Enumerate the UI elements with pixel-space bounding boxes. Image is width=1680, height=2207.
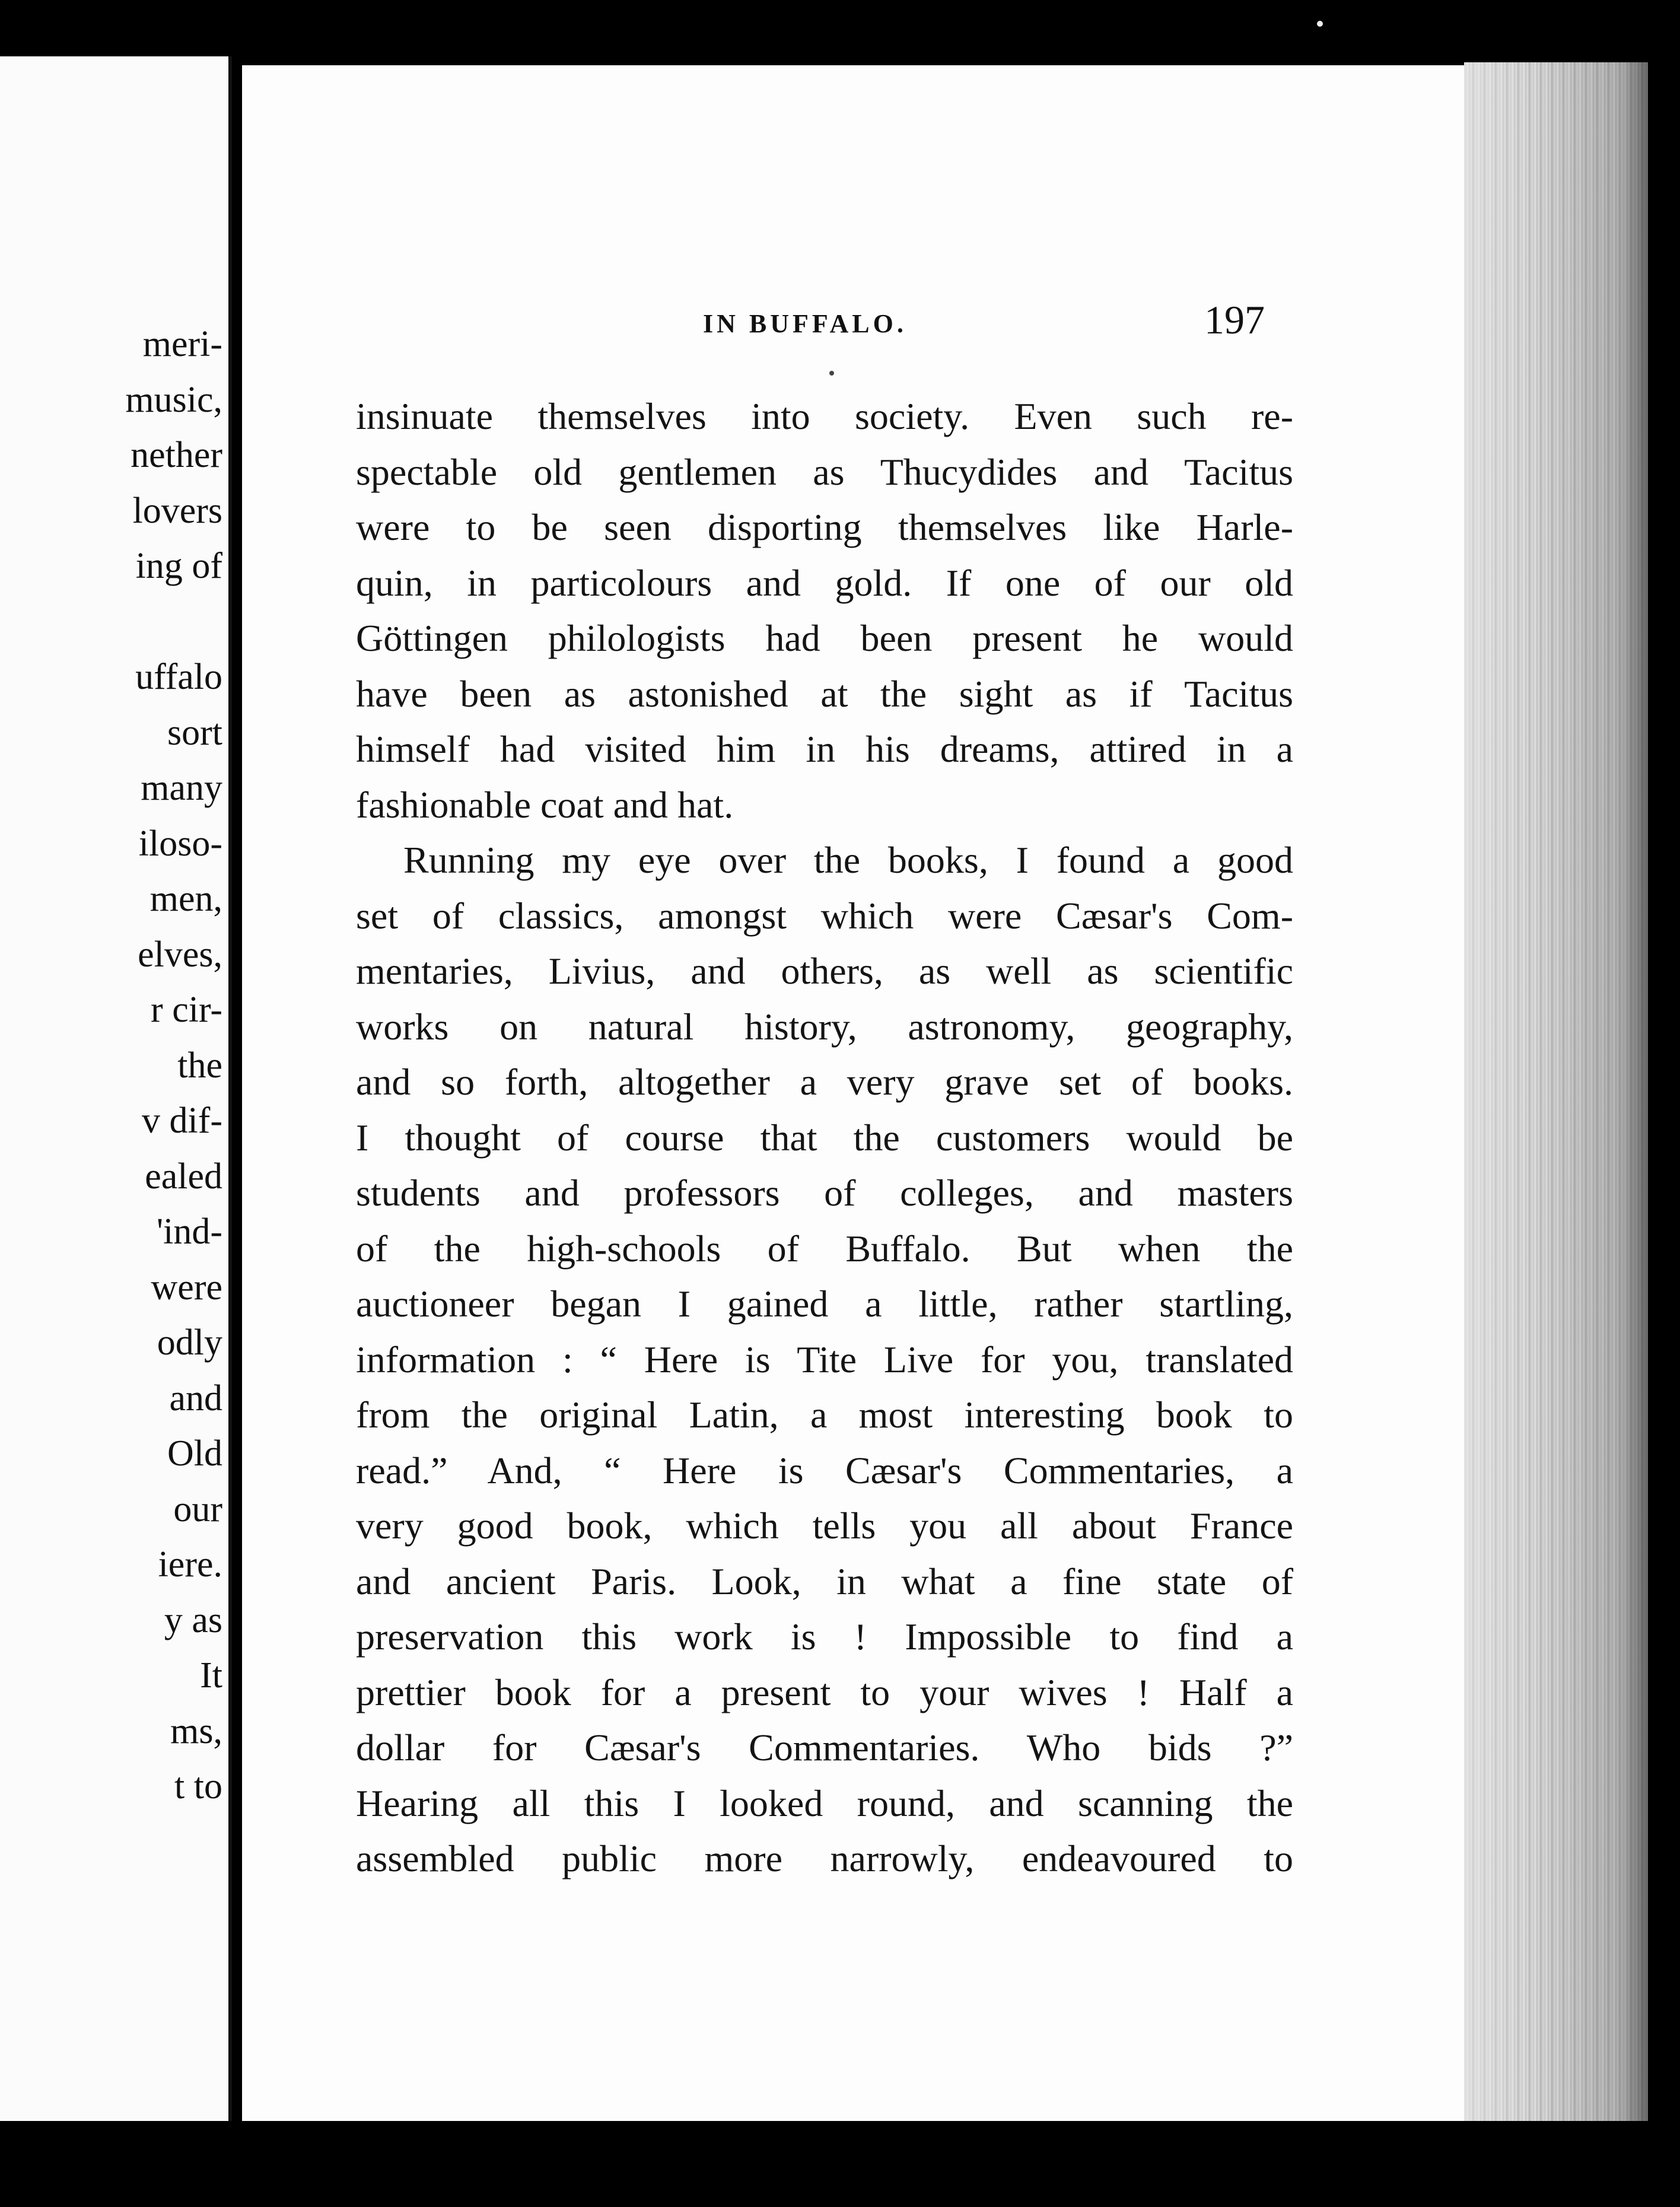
running-header: IN BUFFALO.: [703, 309, 907, 338]
text-line: spectable old gentlemen as Thucydides and Tacitus: [356, 450, 1293, 493]
left-page-line: elves,: [138, 934, 222, 975]
left-page-line: nether: [131, 435, 222, 475]
text-line: information : “ Here is Tite Live for you, translated: [356, 1338, 1293, 1381]
text-line: very good book, which tells you all about France: [356, 1505, 1293, 1547]
scan-speck: [1317, 21, 1323, 27]
left-page-line: the: [177, 1045, 222, 1086]
ink-speck: [829, 371, 834, 376]
text-line: insinuate themselves into society. Even such re-: [356, 395, 1293, 437]
left-page-line: ing of: [135, 546, 222, 586]
text-line: himself had visited him in his dreams, attired in a: [356, 728, 1293, 770]
left-page-line: many: [141, 768, 222, 808]
left-page-line: v dif-: [141, 1101, 222, 1141]
left-page-line: iere.: [158, 1544, 222, 1585]
text-line: Running my eye over the books, I found a good: [403, 839, 1293, 881]
text-line: set of classics, amongst which were Cæsar's Com-: [356, 894, 1293, 937]
text-line: fashionable coat and hat.: [356, 783, 734, 826]
page-edges: [1464, 62, 1648, 2121]
page-number: 197: [1204, 297, 1265, 342]
left-page-line: ms,: [170, 1710, 222, 1751]
text-line: auctioneer began I gained a little, rather startling,: [356, 1283, 1293, 1325]
left-page-line: t to: [174, 1766, 222, 1807]
left-page-line: men,: [149, 879, 222, 919]
left-facing-page: [0, 56, 232, 2121]
left-page-line: our: [173, 1489, 222, 1529]
body-text: [356, 389, 1293, 1887]
text-line: read.” And, “ Here is Cæsar's Commentaries, a: [356, 1449, 1293, 1492]
text-line: Göttingen philologists had been present he would: [356, 617, 1293, 659]
left-page-line: 'ind-: [156, 1211, 222, 1252]
left-page-line: were: [151, 1267, 222, 1308]
left-page-line: sort: [167, 712, 222, 753]
text-line: students and professors of colleges, and masters: [356, 1172, 1293, 1214]
left-page-line: y as: [164, 1599, 222, 1640]
text-line: were to be seen disporting themselves like Harle-: [356, 506, 1293, 548]
left-page-line: r cir-: [151, 990, 222, 1030]
left-page-line: uffalo: [135, 657, 222, 697]
text-line: prettier book for a present to your wives ! Half a: [356, 1671, 1293, 1713]
text-line: works on natural history, astronomy, geography,: [356, 1005, 1293, 1048]
left-page-line: ealed: [145, 1156, 222, 1197]
text-line: quin, in particolours and gold. If one of our old: [356, 561, 1293, 604]
left-page-line: iloso-: [138, 823, 222, 864]
text-line: from the original Latin, a most interesting book to: [356, 1394, 1293, 1436]
left-page-line: It: [200, 1655, 222, 1696]
left-page-line: meri-: [142, 324, 222, 364]
text-line: Hearing all this I looked round, and scanning the: [356, 1782, 1293, 1824]
left-page-line: music,: [125, 379, 222, 420]
left-page-line: lovers: [132, 490, 222, 531]
text-line: and ancient Paris. Look, in what a fine state of: [356, 1560, 1293, 1602]
left-page-line: Old: [167, 1433, 222, 1474]
text-line: dollar for Cæsar's Commentaries. Who bids ?”: [356, 1726, 1293, 1769]
text-line: and so forth, altogether a very grave set of books.: [356, 1061, 1293, 1103]
text-line: have been as astonished at the sight as if Tacitus: [356, 672, 1293, 715]
text-line: assembled public more narrowly, endeavoured to: [356, 1837, 1293, 1880]
text-line: preservation this work is ! Impossible to find a: [356, 1616, 1293, 1658]
text-line: of the high-schools of Buffalo. But when the: [356, 1227, 1293, 1270]
left-page-line: odly: [157, 1322, 222, 1363]
text-line: mentaries, Livius, and others, as well as scientific: [356, 950, 1293, 992]
text-line: I thought of course that the customers would be: [356, 1116, 1293, 1159]
left-page-line: and: [169, 1378, 222, 1419]
